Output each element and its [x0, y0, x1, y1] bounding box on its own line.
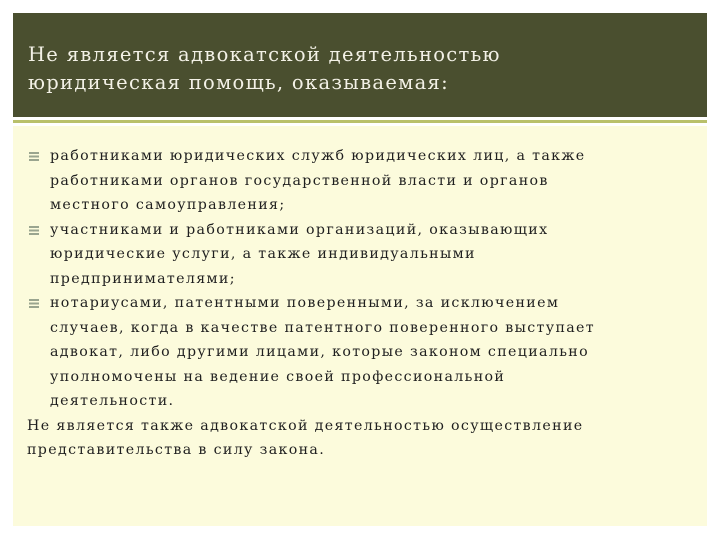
- bullet-2-line-3: предпринимателями;: [50, 270, 236, 287]
- bullet-item: [27, 218, 697, 292]
- bullet-list: [27, 144, 697, 414]
- closing-paragraph: [27, 414, 697, 463]
- bullet-3-line-4: уполномочены на ведение своей профессиональной: [50, 368, 506, 385]
- closing-line-1: Не является также адвокатской деятельностью осуществление: [27, 417, 584, 434]
- bullet-3-line-3: адвокат, либо другими лицами, которые законом специально: [50, 344, 589, 360]
- accent-divider: [13, 120, 707, 123]
- bullet-item: [27, 144, 697, 218]
- bullet-3-line-1: нотариусами, патентными поверенными, за исключением: [50, 295, 560, 311]
- bullet-3-line-2: случаев, когда в качестве патентного поверенного выступает: [50, 319, 596, 336]
- content-area: [13, 126, 707, 526]
- stacked-lines-bullet-icon: [29, 152, 39, 161]
- stacked-lines-bullet-icon: [29, 299, 39, 308]
- slide-title: [28, 41, 707, 97]
- bullet-2-line-1: участниками и работниками организаций, оказывающих: [50, 221, 549, 238]
- bullet-1-line-2: работниками органов государственной власти и органов: [50, 172, 549, 189]
- bullet-1-line-1: работниками юридических служб юридических лиц, а также: [50, 148, 586, 164]
- title-bar: [13, 13, 707, 117]
- bullet-1-line-3: местного самоуправления;: [50, 197, 286, 213]
- bullet-2-line-2: юридические услуги, а также индивидуальными: [50, 246, 476, 262]
- stacked-lines-bullet-icon: [29, 226, 39, 235]
- bullet-item: [27, 291, 697, 414]
- closing-line-2: представительства в силу закона.: [27, 442, 326, 458]
- slide-title-line-2: юридическая помощь, оказываемая:: [28, 71, 450, 94]
- bullet-3-line-5: деятельности.: [50, 393, 175, 409]
- slide-title-line-1: Не является адвокатской деятельностью: [28, 43, 501, 66]
